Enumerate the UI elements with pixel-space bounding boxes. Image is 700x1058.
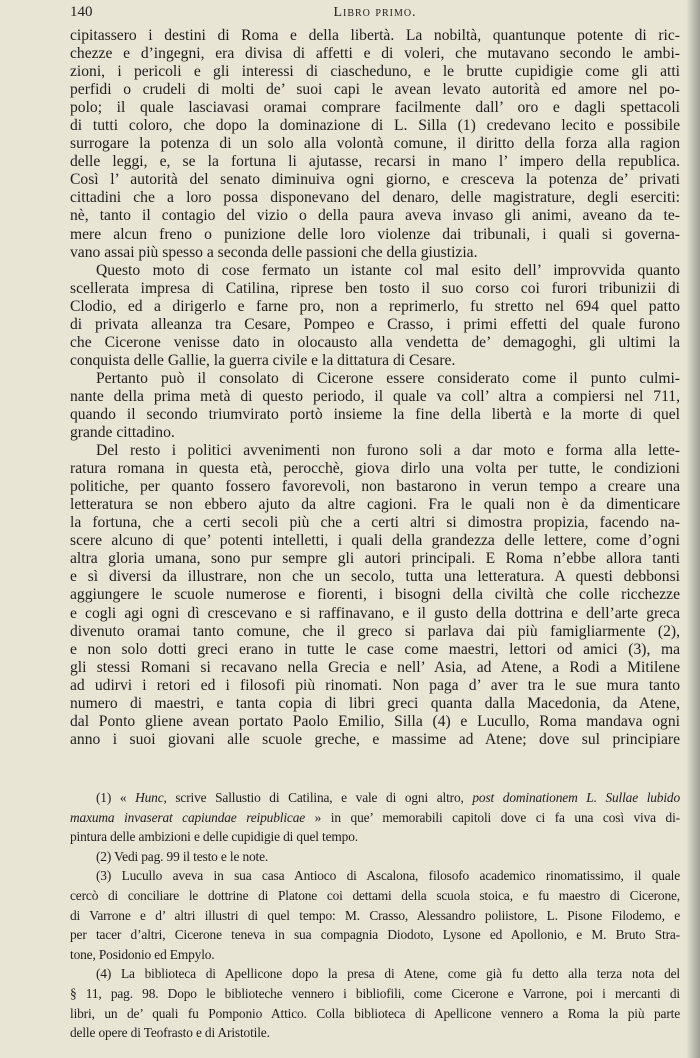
- text-line: cipitassero i destini di Roma e della libertà. La nobiltà, quantunque potente di ric-: [70, 27, 680, 44]
- text-line: e non solo dotti greci erano in tutte le case come maestri, lettori od amici (3), ma: [70, 640, 680, 658]
- text-segment: (2) Vedi pag. 99 il testo e le note.: [96, 848, 269, 864]
- footnote-line: [70, 886, 680, 906]
- text-segment: di Varrone e d’ altri illustri di quel tempo: M. Crasso, Alessandro poliistore, L. Pisone Filodemo, e: [70, 907, 680, 923]
- text-segment: pintura delle ambizioni e delle cupidigie di quel tempo.: [70, 829, 358, 845]
- main-text: [70, 27, 680, 749]
- text-line: chezze e d’ingegni, era divisa di affetti e di voleri, che mutavano secondo le ambi-: [70, 45, 680, 63]
- footnote-line: [70, 925, 680, 945]
- footnote-line: [70, 964, 680, 984]
- text-line: aggiungere le scuole numerose e fiorenti, i bisogni della civiltà che colle ricchezze: [70, 586, 680, 604]
- page-number: 140: [70, 4, 93, 20]
- text-line: surrogare la potenza di un solo alla volontà comune, il diritto della forza alla ragion: [70, 135, 680, 153]
- text-line: Pertanto può il consolato di Cicerone essere considerato come il punto culmi-: [96, 369, 680, 387]
- footnotes: [70, 788, 680, 1043]
- text-line: politiche, per quanto fossero favorevoli, non bastarono in verun tempo a creare una: [70, 478, 680, 496]
- footnote: [70, 964, 680, 1042]
- text-line: che Cicerone venisse dato in olocausto alla vendetta de’ demagoghi, gli ultimi la: [70, 333, 680, 351]
- footnote: [70, 866, 680, 964]
- text-line: di tutti coloro, che dopo la dominazione di L. Silla (1) credevano lecito e possibile: [70, 117, 680, 135]
- text-segment: tone, Posidonio ed Empylo.: [70, 946, 215, 962]
- text-line: delle leggi, e, se la fortuna li ajutasse, recarsi in mano l’ impero della republica.: [70, 153, 680, 171]
- text-line: letteratura se non ebbero ajuto da altre cagioni. Fra le quali non è da dimenticare: [70, 496, 680, 514]
- text-line: vano assai più spesso a seconda delle passioni che della giustizia.: [70, 243, 478, 261]
- footnote-line: [70, 827, 680, 847]
- text-line: quando il secondo triumvirato portò insieme la fine della libertà e la morte di quel: [70, 405, 680, 423]
- text-line: polo; il quale lasciavasi oramai comprare facilmente dall’ oro e dagli spettacoli: [70, 99, 680, 117]
- text-line: Del resto i politici avvenimenti non furono soli a dar moto e forma alla lette-: [96, 442, 680, 460]
- italic-text: Hunc: [135, 790, 164, 805]
- text-line: altra gloria umana, sono pur sempre gli autori principali. E Roma n’ebbe allora tanti: [70, 550, 680, 568]
- text-line: nè, tanto il contagio del vizio o della paura aveva invaso gli animi, aveano da te-: [70, 207, 680, 225]
- text-segment: , scrive Sallustio di Catilina, e vale di ogni altro,: [163, 790, 473, 805]
- text-line: Così l’ autorità del senato diminuiva ogni giorno, e cresceva la potenza de’ privati: [70, 171, 680, 189]
- text-line: perfidi o crudeli di molti de’ suoi capi le avean levato autorità ed amore nel po-: [70, 81, 680, 99]
- running-title: Libro primo.: [333, 5, 417, 20]
- footnote: [70, 788, 680, 847]
- footnote-line: [70, 906, 680, 926]
- text-line: ratura romana in questa età, perocchè, giova dirlo una volta per tutte, le condizioni: [70, 460, 680, 478]
- text-line: Questo moto di cose fermato un istante col mal esito dell’ improvvida quanto: [96, 261, 680, 279]
- text-segment: (3) Lucullo aveva in sua casa Antioco di Ascalona, filosofo academico rinomatissimo, il quale: [96, 868, 680, 884]
- footnote-line: [70, 984, 680, 1004]
- footnote-line: [70, 866, 680, 886]
- text-line: scere alcuno di que’ potenti intelletti, i quali della grandezza delle lettere, come d’ogni: [70, 532, 680, 550]
- footnote-line: [70, 847, 680, 867]
- paragraph: [70, 27, 680, 262]
- text-segment: libri, un de’ quali fu Pomponio Attico. Colla biblioteca di Apellicone vennero a Roma la più parte: [70, 1005, 680, 1021]
- page-header: [70, 4, 680, 24]
- paragraph: [70, 262, 680, 370]
- text-line: e cogli agi ogni dì crescevano e si raffinavano, e il gusto della dottrina e dell’arte greca: [70, 604, 680, 622]
- text-line: Clodio, ed a dirigerlo e farne pro, non a reprimerlo, fu stretto nel 694 quel patto: [70, 297, 680, 315]
- text-line: ad udirvi i retori ed i filosofi più rinomati. Non paga d’ aver tra le sue mura tanto: [70, 676, 680, 694]
- text-line: nante della prima metà di questo periodo, il quale va coll’ altra a compiersi nel 711,: [70, 387, 680, 405]
- text-line: scellerata impresa di Catilina, riprese ben tosto il suo corso coi furori tribunizii di: [70, 279, 680, 297]
- text-line: conquista delle Gallie, la guerra civile e la dittatura di Cesare.: [70, 351, 456, 369]
- text-segment: delle opere di Teofrasto e di Aristotile.: [70, 1025, 270, 1041]
- text-line: e sì diversi da illustrare, non che un secolo, tutta una letteratura. A questi debbonsi: [70, 568, 680, 586]
- footnote-line: [70, 1004, 680, 1024]
- footnote-line: [70, 808, 680, 828]
- paragraph: [70, 370, 680, 442]
- page-edge-shadow: [686, 0, 700, 1058]
- text-line: mere alcun freno o punizione delle loro violenze dai tribunali, i quali si governa-: [70, 225, 680, 243]
- text-line: numero di maestri, e tanta copia di libri greci quanta dalla Macedonia, da Atene,: [70, 694, 680, 712]
- text-segment: (1) «: [96, 790, 136, 805]
- text-segment: cercò di conciliare le dottrine di Platone coi dettami della scuola stoica, e fu maestro di Cicerone,: [70, 887, 680, 903]
- text-line: la fortuna, che a certi secoli più che a certi altri si dimostra propizia, facendo na-: [70, 514, 680, 532]
- text-line: zioni, i pericoli e gli interessi di ciascheduno, e le brutte cupidigie come gli atti: [70, 63, 680, 81]
- footnote: [70, 847, 680, 867]
- italic-text: post dominationem L. Sullae lubido: [472, 790, 681, 805]
- text-segment: » in que’ memorabili capitoli dove ci fa una così viva di-: [305, 809, 680, 825]
- text-line: di privata alleanza tra Cesare, Pompeo e Crasso, i primi effetti del quale furono: [70, 315, 680, 333]
- footnote-line: [70, 1023, 680, 1043]
- text-segment: per tacer d’altri, Cicerone teneva in sua compagnia Diodoto, Lysone ed Apollonio, e M. Bruto Stra-: [70, 927, 680, 943]
- text-line: cittadini che a loro possa disponevano del denaro, delle magistrature, degli eserciti:: [70, 189, 680, 207]
- text-line: grande cittadino.: [70, 424, 175, 442]
- text-line: dal Ponto gliene avean portato Paolo Emilio, Silla (4) e Lucullo, Roma mandava ogni: [70, 712, 680, 730]
- paragraph: [70, 442, 680, 749]
- text-line: gli stessi Romani si recavano nella Grecia e nell’ Asia, ad Atene, a Rodi a Mitilene: [70, 658, 680, 676]
- text-line: anno i suoi giovani alle scuole greche, e massime ad Atene; dove sul principiare: [70, 730, 680, 748]
- footnote-line: [70, 788, 680, 808]
- footnote-line: [70, 945, 680, 965]
- text-segment: § 11, pag. 98. Dopo le biblioteche vennero i bibliofili, come Cicerone e Varrone, poi i mercanti di: [70, 985, 680, 1001]
- italic-text: maxuma invaserat capiundae reipublicae: [70, 809, 306, 825]
- text-line: divenuto oramai tanto comune, che il greco si parlava dai più famigliarmente (2),: [70, 622, 680, 640]
- text-segment: (4) La biblioteca di Apellicone dopo la presa di Atene, come già fu detto alla terza nota del: [96, 966, 680, 982]
